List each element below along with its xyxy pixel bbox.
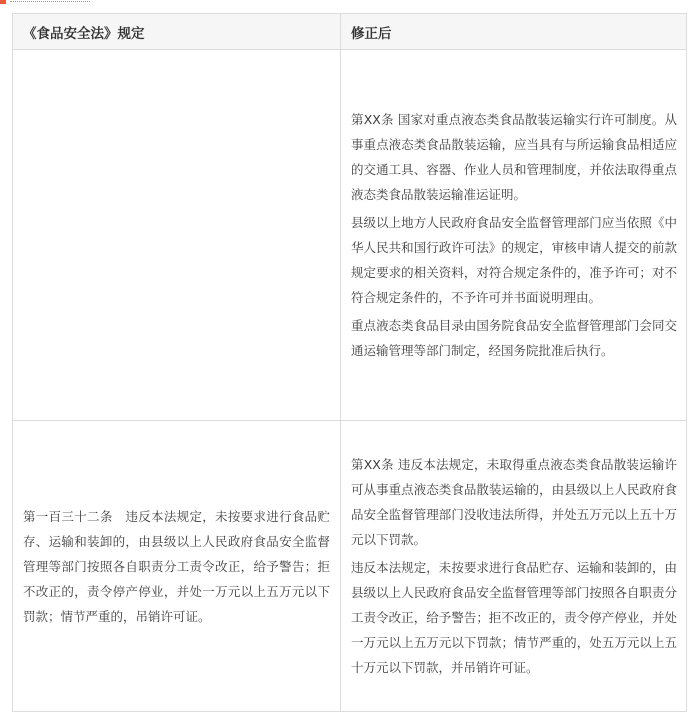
header-amended: 修正后 [341,14,687,50]
amended-provision-cell [341,421,687,712]
table-row [13,421,687,712]
original-provision-cell [13,50,341,421]
table-body [13,50,687,712]
amended-paragraph: 第XX条 国家对重点液态类食品散装运输实行许可制度。从事重点液态类食品散装运输，应当具有与所运输食品相适应的交通工具、容器、作业人员和管理制度，并依法取得重点液态类食品散装运输准运证明。 [351,111,677,202]
amended-paragraph: 违反本法规定，未按要求进行食品贮存、运输和装卸的，由县级以上人民政府食品安全监督管理等部门按照各自职责分工责令改正，给予警告；拒不改正的，责令停产停业，并处一万元以上五万元以下罚款；情节严重的，处五万元以上五十万元以下罚款，并吊销许可证。 [351,559,677,675]
amended-paragraph: 重点液态类食品目录由国务院食品安全监督管理部门会同交通运输管理等部门制定，经国务院批准后执行。 [351,317,677,358]
amended-provision-cell [341,50,687,421]
amended-paragraph: 县级以上地方人民政府食品安全监督管理部门应当依照《中华人民共和国行政许可法》的规定，审核申请人提交的前款规定要求的相关资料，对符合规定条件的，准予许可；对不符合规定条件的，不予许可并书面说明理由。 [351,214,677,305]
cropped-text-fragment [10,1,90,4]
amended-paragraph: 第XX条 违反本法规定，未取得重点液态类食品散装运输许可从事重点液态类食品散装运输的，由县级以上人民政府食品安全监督管理部门没收违法所得，并处五万元以上五十万元以下罚款。 [351,456,677,547]
original-provision-cell [13,421,341,712]
cropped-top-strip [0,0,697,8]
header-row [13,14,687,50]
law-comparison-table [12,13,687,712]
header-original-law: 《食品安全法》规定 [13,14,341,50]
cropped-red-mark [0,0,6,4]
table-header [13,14,687,50]
table-row [13,50,687,421]
original-paragraph: 第一百三十二条 违反本法规定，未按要求进行食品贮存、运输和装卸的，由县级以上人民政府食品安全监督管理等部门按照各自职责分工责令改正，给予警告；拒不改正的，责令停产停业，并处一万元以上五万元以下罚款；情节严重的，吊销许可证。 [23,508,330,624]
